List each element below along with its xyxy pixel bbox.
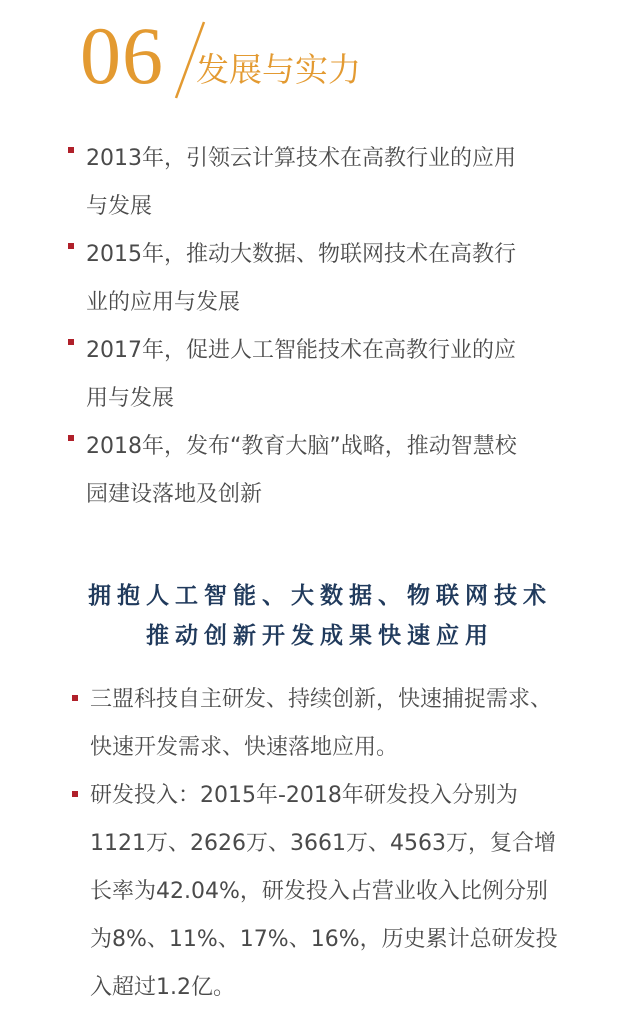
detail-text: 研发投入：2015年-2018年研发投入分别为1121万、2626万、3661万、4563万，复合增长率为42.04%，研发投入占营业收入比例分别为8%、11%、17%、16%，历史累计总研发投入超过1.2亿。 (90, 783, 558, 1000)
headline-line-2: 推动创新开发成果快速应用 (146, 623, 494, 649)
milestone-text: 2018年，发布“教育大脑”战略，推动智慧校园建设落地及创新 (86, 434, 517, 507)
bullet-icon (68, 339, 74, 345)
section-header (0, 0, 640, 110)
headline-line-1: 拥抱人工智能、大数据、物联网技术 (88, 583, 552, 609)
headline (0, 576, 640, 656)
bullet-icon (68, 435, 74, 441)
detail-list (0, 676, 640, 1012)
list-item (0, 231, 526, 327)
section-number: 06 (80, 10, 164, 101)
section-title: 发展与实力 (196, 50, 361, 89)
milestone-text: 2017年，促进人工智能技术在高教行业的应用与发展 (86, 338, 516, 411)
bullet-icon (72, 695, 78, 701)
list-item (0, 135, 526, 231)
list-item (0, 327, 526, 423)
bullet-icon (68, 147, 74, 153)
bullet-icon (68, 243, 74, 249)
bullet-icon (72, 791, 78, 797)
detail-text: 三盟科技自主研发、持续创新，快速捕捉需求、快速开发需求、快速落地应用。 (90, 687, 553, 760)
list-item (0, 772, 560, 1012)
milestone-text: 2015年，推动大数据、物联网技术在高教行业的应用与发展 (86, 242, 516, 315)
milestone-text: 2013年，引领云计算技术在高教行业的应用与发展 (86, 146, 516, 219)
list-item (0, 423, 526, 519)
list-item (0, 676, 560, 772)
milestone-list (0, 135, 640, 519)
